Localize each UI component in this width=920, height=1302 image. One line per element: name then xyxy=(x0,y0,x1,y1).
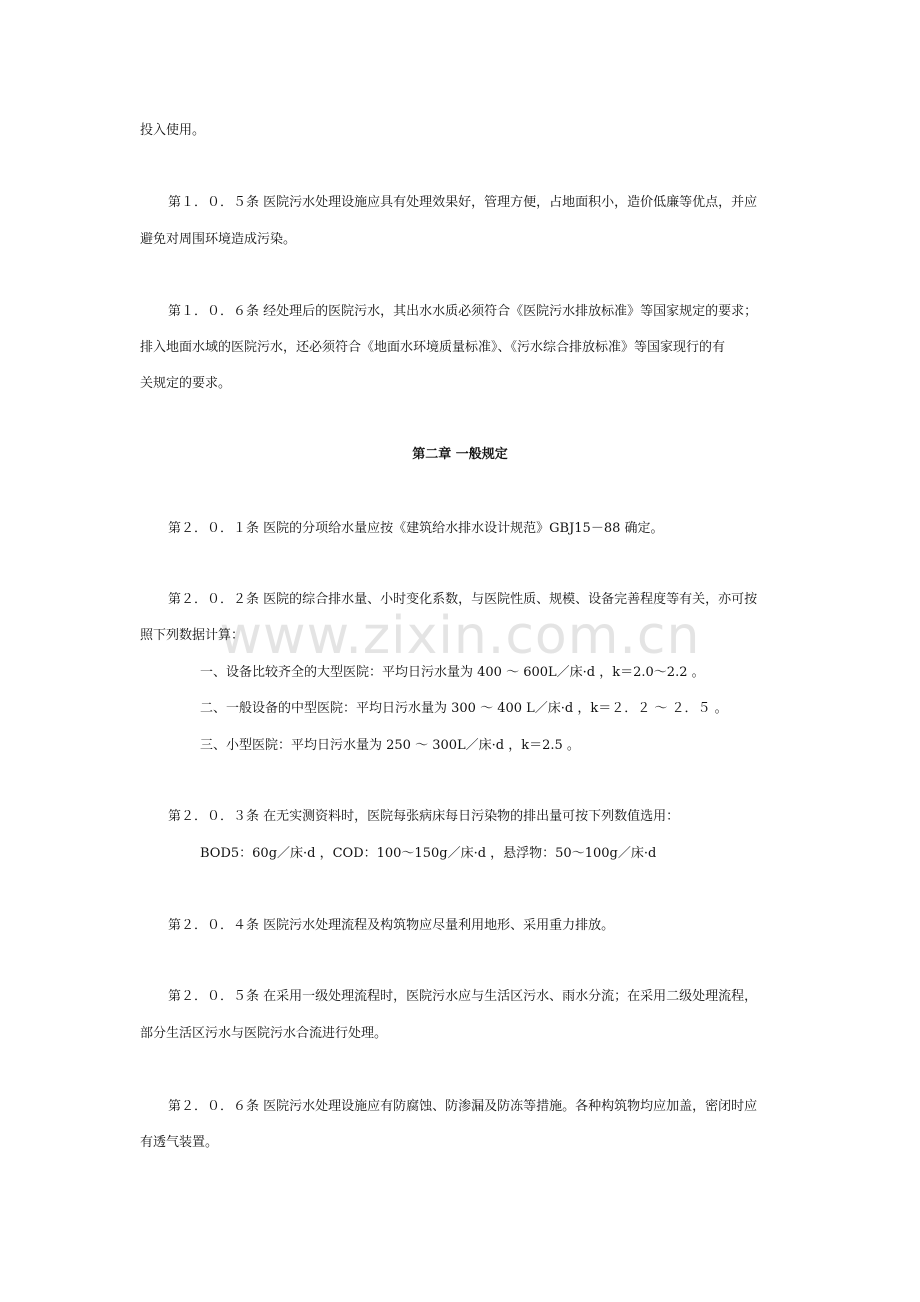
list-item-medium-hospital: 二、一般设备的中型医院：平均日污水量为 300 ～ 400 L／床·d ，k＝２．２ ～ ２．５ 。 xyxy=(200,701,728,716)
article-2-0-6-line-1: 第２．０．６条 医院污水处理设施应有防腐蚀、防渗漏及防冻等措施。各种构筑物均应加盖，密闭时应 xyxy=(168,1099,758,1114)
article-1-0-5-line-2: 避免对周围环境造成污染。 xyxy=(140,232,297,247)
article-2-0-4: 第２．０．４条 医院污水处理流程及构筑物应尽量利用地形、采用重力排放。 xyxy=(168,918,615,933)
article-2-0-1: 第２．０．１条 医院的分项给水量应按《建筑给水排水设计规范》GBJ15－88 确定。 xyxy=(168,521,664,536)
text-line: 投入使用。 xyxy=(140,123,206,138)
article-2-0-3: 第２．０．３条 在无实测资料时，医院每张病床每日污染物的排出量可按下列数值选用： xyxy=(168,809,680,824)
watermark: www.zixin.com.cn xyxy=(219,606,701,666)
article-1-0-6-line-2: 排入地面水域的医院污水，还必须符合《地面水环境质量标准》、《污水综合排放标准》等国家现行的有 xyxy=(140,340,726,355)
article-1-0-5-line-1: 第１．０．５条 医院污水处理设施应具有处理效果好，管理方便，占地面积小，造价低廉等优点，并应 xyxy=(168,195,758,210)
list-item-large-hospital: 一、设备比较齐全的大型医院：平均日污水量为 400 ～ 600L／床·d ，k＝2.0～2.2 。 xyxy=(200,665,705,680)
article-2-0-2-line-2: 照下列数据计算： xyxy=(140,628,245,643)
article-2-0-5-line-1: 第２．０．５条 在采用一级处理流程时，医院污水应与生活区污水、雨水分流；在采用二级处理流程， xyxy=(168,989,758,1004)
chapter-heading: 第二章 一般规定 xyxy=(412,447,508,462)
list-item-small-hospital: 三、小型医院：平均日污水量为 250 ～ 300L／床·d ，k＝2.5 。 xyxy=(200,738,580,753)
pollutant-values-line: BOD5：60g／床·d ，COD：100～150g／床·d ，悬浮物：50～100g／床·d xyxy=(200,846,657,861)
article-2-0-5-line-2: 部分生活区污水与医院污水合流进行处理。 xyxy=(140,1026,388,1041)
article-1-0-6-line-3: 关规定的要求。 xyxy=(140,376,232,391)
article-2-0-2-line-1: 第２．０．２条 医院的综合排水量、小时变化系数，与医院性质、规模、设备完善程度等有关，亦可按 xyxy=(168,592,758,607)
article-2-0-6-line-2: 有透气装置。 xyxy=(140,1135,219,1150)
article-1-0-6-line-1: 第１．０．６条 经处理后的医院污水，其出水水质必须符合《医院污水排放标准》等国家规定的要求； xyxy=(168,304,758,319)
